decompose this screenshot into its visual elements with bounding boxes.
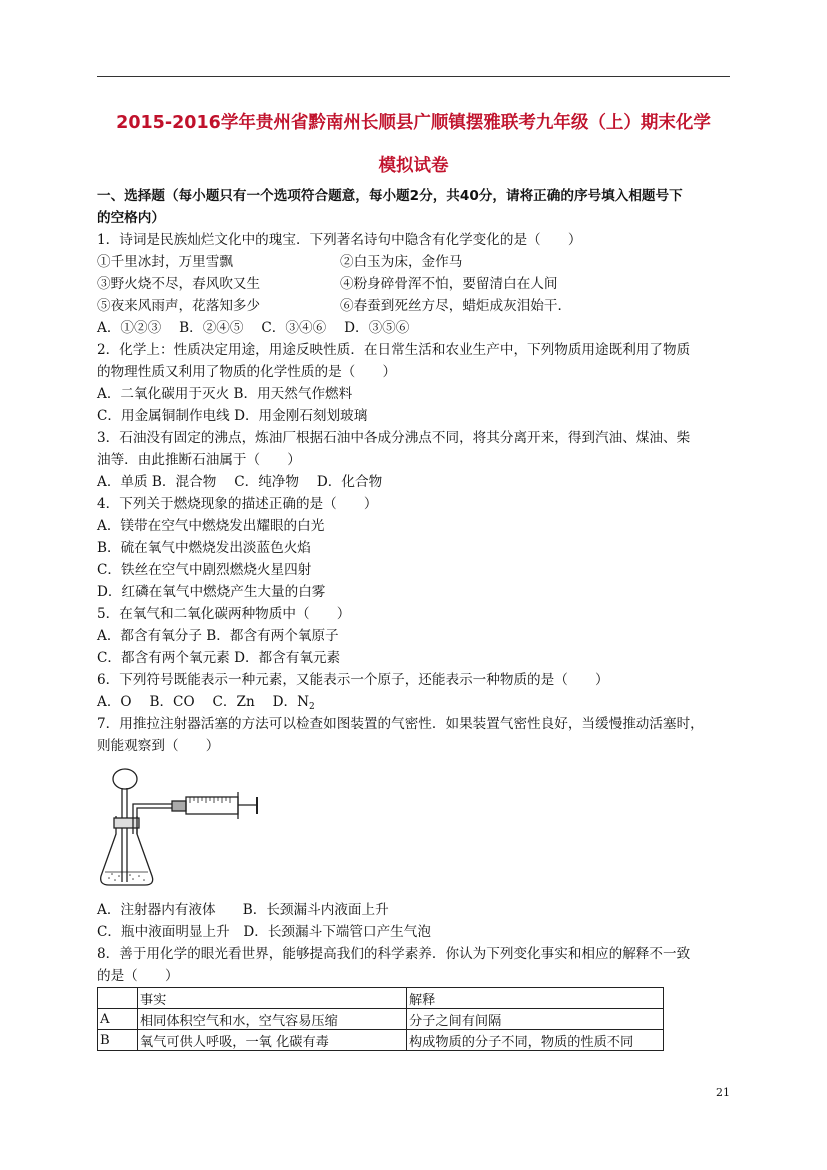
section-heading-line2: 的空格内） [97, 210, 165, 226]
q7-options-ab: A．注射器内有液体 B．长颈漏斗内液面上升 [97, 902, 389, 918]
page-number: 21 [716, 1086, 730, 1099]
funnel-bulb [113, 769, 137, 789]
delivery-tube-inner [137, 808, 185, 834]
q4-option-d: D．红磷在氧气中燃烧产生大量的白雾 [97, 584, 326, 600]
table-row [98, 1030, 664, 1051]
q1-poem-3: ③野火烧不尽，春风吹又生 [97, 276, 261, 292]
table-header-row [98, 988, 664, 1009]
q5-options-cd: C．都含有两个氧元素 D．都含有氧元素 [97, 650, 341, 666]
q1-poem-2: ②白玉为床，金作马 [340, 254, 463, 270]
q4-stem: 4．下列关于燃烧现象的描述正确的是（ ） [97, 496, 378, 512]
q1-options: A．①②③ B．②④⑤ C．③④⑥ D．③⑤⑥ [97, 320, 410, 336]
table-row [98, 1009, 664, 1030]
q1-poem-4: ④粉身碎骨浑不怕，要留清白在人间 [340, 276, 558, 292]
table-cell: B [98, 1030, 138, 1051]
q7-stem-line1: 7．用推拉注射器活塞的方法可以检查如图装置的气密性．如果装置气密性良好，当缓慢推动活塞时， [97, 716, 704, 732]
q5-stem: 5．在氧气和二氧化碳两种物质中（ ） [97, 606, 351, 622]
rubber-connector [172, 801, 186, 811]
table-cell: A [98, 1009, 138, 1030]
q6-stem: 6．下列符号既能表示一种元素，又能表示一个原子，还能表示一种物质的是（ ） [97, 672, 609, 688]
table-cell: 氧气可供人呼吸，一氧 化碳有毒 [138, 1030, 407, 1051]
table-cell: 构成物质的分子不同，物质的性质不同 [407, 1030, 664, 1051]
q3-stem-line1: 3．石油没有固定的沸点，炼油厂根据石油中各成分沸点不同，将其分离开来，得到汽油、煤油、柴 [97, 430, 691, 446]
page-title-line1: 2015-2016学年贵州省黔南州长顺县广顺镇摆雅联考九年级（上）期末化学 [116, 113, 711, 133]
q4-option-c: C．铁丝在空气中剧烈燃烧火星四射 [97, 562, 312, 578]
table-header-cell: 事实 [138, 988, 407, 1009]
q8-stem-line2: 的是（ ） [97, 968, 179, 984]
table-cell: 相同体积空气和水，空气容易压缩 [138, 1009, 407, 1030]
rubber-stopper [114, 818, 139, 828]
header-rule [97, 76, 730, 77]
q4-option-a: A．镁带在空气中燃烧发出耀眼的白光 [97, 518, 325, 534]
q2-stem-line2: 的物理性质又利用了物质的化学性质的是（ ） [97, 364, 397, 380]
q7-stem-line2: 则能观察到（ ） [97, 738, 220, 754]
q4-option-b: B．硫在氧气中燃烧发出淡蓝色火焰 [97, 540, 311, 556]
q8-stem-line1: 8．善于用化学的眼光看世界，能够提高我们的科学素养．你认为下列变化事实和相应的解释不一致 [97, 946, 691, 962]
q8-table [97, 987, 664, 1051]
q5-options-ab: A．都含有氧分子 B．都含有两个氧原子 [97, 628, 339, 644]
q2-options-ab: A．二氧化碳用于灭火 B．用天然气作燃料 [97, 386, 353, 402]
table-header-cell: 解释 [407, 988, 664, 1009]
q2-options-cd: C．用金属铜制作电线 D．用金刚石刻划玻璃 [97, 408, 368, 424]
q1-poem-6: ⑥春蚕到死丝方尽，蜡炬成灰泪始干． [340, 298, 572, 314]
table-cell: 分子之间有间隔 [407, 1009, 664, 1030]
apparatus-diagram [97, 764, 267, 894]
q6-subscript: 2 [309, 702, 315, 712]
q1-stem: 1．诗词是民族灿烂文化中的瑰宝．下列著名诗句中隐含有化学变化的是（ ） [97, 232, 582, 248]
q7-options-cd: C．瓶中液面明显上升 D．长颈漏斗下端管口产生气泡 [97, 924, 431, 940]
section-heading-line1: 一、选择题（每小题只有一个选项符合题意，每小题2分，共40分，请将正确的序号填入相题号下 [97, 188, 683, 204]
syringe-graduations [190, 797, 230, 803]
q1-poem-1: ①千里冰封，万里雪飘 [97, 254, 233, 270]
q3-stem-line2: 油等．由此推断石油属于（ ） [97, 452, 301, 468]
q1-poem-5: ⑤夜来风雨声，花落知多少 [97, 298, 261, 314]
page-title-line2: 模拟试卷 [378, 156, 449, 176]
q2-stem-line1: 2．化学上：性质决定用途，用途反映性质．在日常生活和农业生产中，下列物质用途既利用了物质 [97, 342, 691, 358]
q3-options: A．单质 B．混合物 C．纯净物 D．化合物 [97, 474, 383, 490]
table-header-cell [98, 988, 138, 1009]
q6-options-main: A．O B．CO C．Zn D．N [97, 694, 310, 710]
